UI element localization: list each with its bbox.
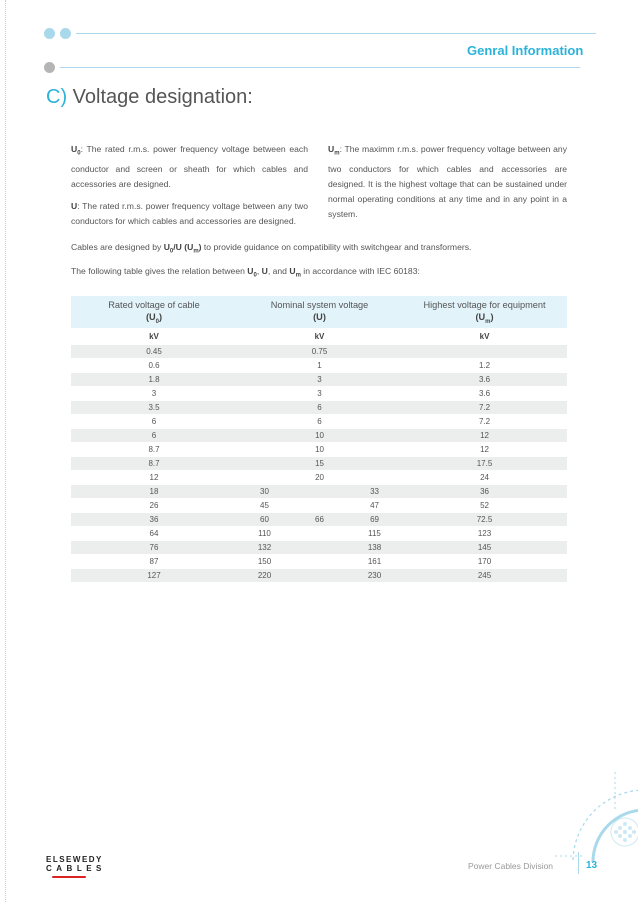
designation-code-c: )	[198, 242, 202, 252]
table-cell: 138	[347, 540, 402, 554]
table-row	[71, 484, 567, 498]
designation-code-a-sub: 0	[169, 248, 174, 255]
table-cell: 161	[347, 554, 402, 568]
u0-text: : The rated r.m.s. power frequency voltage between each conductor and screen or sheath for which cables and accessories are designed.	[71, 144, 308, 189]
table-cell: 12	[402, 442, 567, 456]
table-cell: 69	[347, 512, 402, 526]
table-row	[71, 414, 567, 428]
heading-title: Voltage designation:	[72, 86, 253, 108]
table-cell: 47	[347, 498, 402, 512]
table-intro-sentence	[71, 264, 571, 284]
page-heading	[46, 86, 253, 109]
table-cell: 36	[71, 512, 237, 526]
heading-letter: C)	[46, 86, 68, 108]
unit-cell: kV	[402, 328, 567, 344]
logo-line2: CABLES	[46, 864, 106, 873]
table-cell: 1.8	[71, 372, 237, 386]
header-highest-voltage-label: Highest voltage for equipment	[423, 300, 546, 310]
table-cell: 87	[71, 554, 237, 568]
table-cell: 115	[347, 526, 402, 540]
designation-sentence	[71, 240, 571, 260]
um-text: : The maximm r.m.s. power frequency voltage between any two conductors for which cables and accessories are designed. It is the highest voltage that can be sustained under normal operating conditions at any time and in any point in a system.	[328, 144, 567, 219]
table-cell: 6	[71, 414, 237, 428]
table-intro-sep1: ,	[256, 266, 262, 276]
table-cell: 127	[71, 568, 237, 582]
table-cell: 7.2	[402, 400, 567, 414]
table-cell: 3	[237, 386, 402, 400]
table-cell: 230	[347, 568, 402, 582]
table-cell: 6	[71, 428, 237, 442]
table-intro-um-sub: m	[295, 272, 301, 279]
table-cell: 24	[402, 470, 567, 484]
table-cell	[402, 344, 567, 358]
table-cell: 3	[71, 386, 237, 400]
table-cell: 10	[237, 442, 402, 456]
cable-cross-section-graphic	[555, 770, 638, 902]
table-cell: 8.7	[71, 456, 237, 470]
table-row	[71, 344, 567, 358]
table-row	[71, 442, 567, 456]
definition-u	[71, 199, 308, 229]
table-cell: 220	[237, 568, 292, 582]
table-cell: 170	[402, 554, 567, 568]
definition-u0	[71, 142, 308, 192]
table-cell: 3.5	[71, 400, 237, 414]
table-intro-u0: U	[247, 266, 254, 276]
designation-code-b: /U (U	[173, 242, 194, 252]
page-number: 13	[586, 860, 598, 871]
header-nominal-voltage	[237, 296, 402, 328]
table-cell: 0.75	[237, 344, 402, 358]
table-cell: 6	[237, 414, 402, 428]
um-subscript: m	[334, 150, 340, 157]
table-header-row	[71, 296, 567, 328]
logo-swoosh	[52, 876, 86, 878]
table-row	[71, 512, 567, 526]
header-rule-bottom	[60, 67, 580, 68]
table-cell	[292, 568, 347, 582]
header-rated-voltage	[71, 296, 237, 328]
header-rule-top	[76, 33, 596, 34]
table-row	[71, 428, 567, 442]
table-cell: 12	[71, 470, 237, 484]
table-unit-row	[71, 328, 567, 344]
table-intro-u0-sub: 0	[253, 272, 257, 279]
table-cell: 45	[237, 498, 292, 512]
unit-cell: kV	[71, 328, 237, 344]
table-cell: 12	[402, 428, 567, 442]
header-highest-voltage-symbol: $(U_m)$	[475, 312, 494, 325]
unit-cell: kV	[237, 328, 402, 344]
designation-suffix: to provide guidance on compatibility with switchgear and transformers.	[201, 242, 472, 252]
table-cell: 0.6	[71, 358, 237, 372]
table-cell: 3.6	[402, 372, 567, 386]
table-cell: 6	[237, 400, 402, 414]
table-cell: 76	[71, 540, 237, 554]
header-rated-voltage-symbol: $(U_0)$	[145, 312, 163, 325]
header-highest-voltage	[402, 296, 567, 328]
table-cell: 10	[237, 428, 402, 442]
voltage-table	[71, 296, 567, 583]
table-row	[71, 358, 567, 372]
table-row	[71, 568, 567, 582]
designation-prefix: Cables are designed by	[71, 242, 164, 252]
table-row	[71, 456, 567, 470]
table-intro-end: in accordance with IEC 60183:	[300, 266, 420, 276]
table-cell: 123	[402, 526, 567, 540]
u-text: : The rated r.m.s. power frequency voltage between any two conductors for which cables and accessories are designed.	[71, 201, 308, 226]
table-cell: 26	[71, 498, 237, 512]
table-row	[71, 498, 567, 512]
table-cell: 245	[402, 568, 567, 582]
table-row	[71, 554, 567, 568]
table-cell: 3.6	[402, 386, 567, 400]
table-intro-start: The following table gives the relation between	[71, 266, 248, 276]
u0-subscript: 0	[77, 150, 81, 157]
header-dot-1	[44, 28, 55, 39]
table-cell	[292, 526, 347, 540]
table-cell: 3	[237, 372, 402, 386]
definition-um	[328, 142, 567, 222]
table-cell: 36	[402, 484, 567, 498]
table-cell	[292, 554, 347, 568]
table-row	[71, 540, 567, 554]
designation-code-a: U	[163, 242, 170, 252]
header-rated-voltage-label: Rated voltage of cable	[108, 300, 200, 310]
table-cell: 30	[237, 484, 292, 498]
table-cell: 0.45	[71, 344, 237, 358]
table-cell	[292, 540, 347, 554]
table-cell: 7.2	[402, 414, 567, 428]
table-intro-um: U	[289, 266, 296, 276]
table-cell: 18	[71, 484, 237, 498]
table-cell: 150	[237, 554, 292, 568]
table-cell: 1	[237, 358, 402, 372]
footer-separator	[578, 852, 579, 874]
table-cell: 72.5	[402, 512, 567, 526]
table-intro-sep2: , and	[267, 266, 290, 276]
table-cell: 132	[237, 540, 292, 554]
table-cell: 20	[237, 470, 402, 484]
table-cell	[292, 498, 347, 512]
elsewedy-logo	[46, 855, 106, 873]
table-cell: 110	[237, 526, 292, 540]
header-nominal-voltage-label: Nominal system voltage	[270, 300, 369, 310]
u-symbol: U	[71, 201, 78, 211]
table-row	[71, 526, 567, 540]
table-cell: 64	[71, 526, 237, 540]
table-cell: 52	[402, 498, 567, 512]
page-left-dotted-rule	[5, 0, 6, 902]
u0-symbol: U	[71, 144, 78, 154]
designation-code-b-sub: m	[193, 248, 199, 255]
section-title: Genral Information	[467, 43, 584, 58]
header-nominal-voltage-symbol: (U)	[313, 312, 326, 322]
table-cell: 1.2	[402, 358, 567, 372]
table-cell: 17.5	[402, 456, 567, 470]
header-dot-gray	[44, 62, 55, 73]
table-row	[71, 386, 567, 400]
table-cell: 66	[292, 512, 347, 526]
table-cell: 33	[347, 484, 402, 498]
table-row	[71, 400, 567, 414]
table-cell: 145	[402, 540, 567, 554]
table-row	[71, 470, 567, 484]
table-cell: 60	[237, 512, 292, 526]
logo-line1: ELSEWEDY	[46, 855, 103, 864]
header-dot-2	[60, 28, 71, 39]
table-row	[71, 372, 567, 386]
um-symbol: U	[328, 144, 335, 154]
table-cell: 8.7	[71, 442, 237, 456]
table-cell	[292, 484, 347, 498]
table-cell: 15	[237, 456, 402, 470]
footer-division: Power Cables Division	[468, 861, 554, 871]
table-intro-u: U	[261, 266, 268, 276]
